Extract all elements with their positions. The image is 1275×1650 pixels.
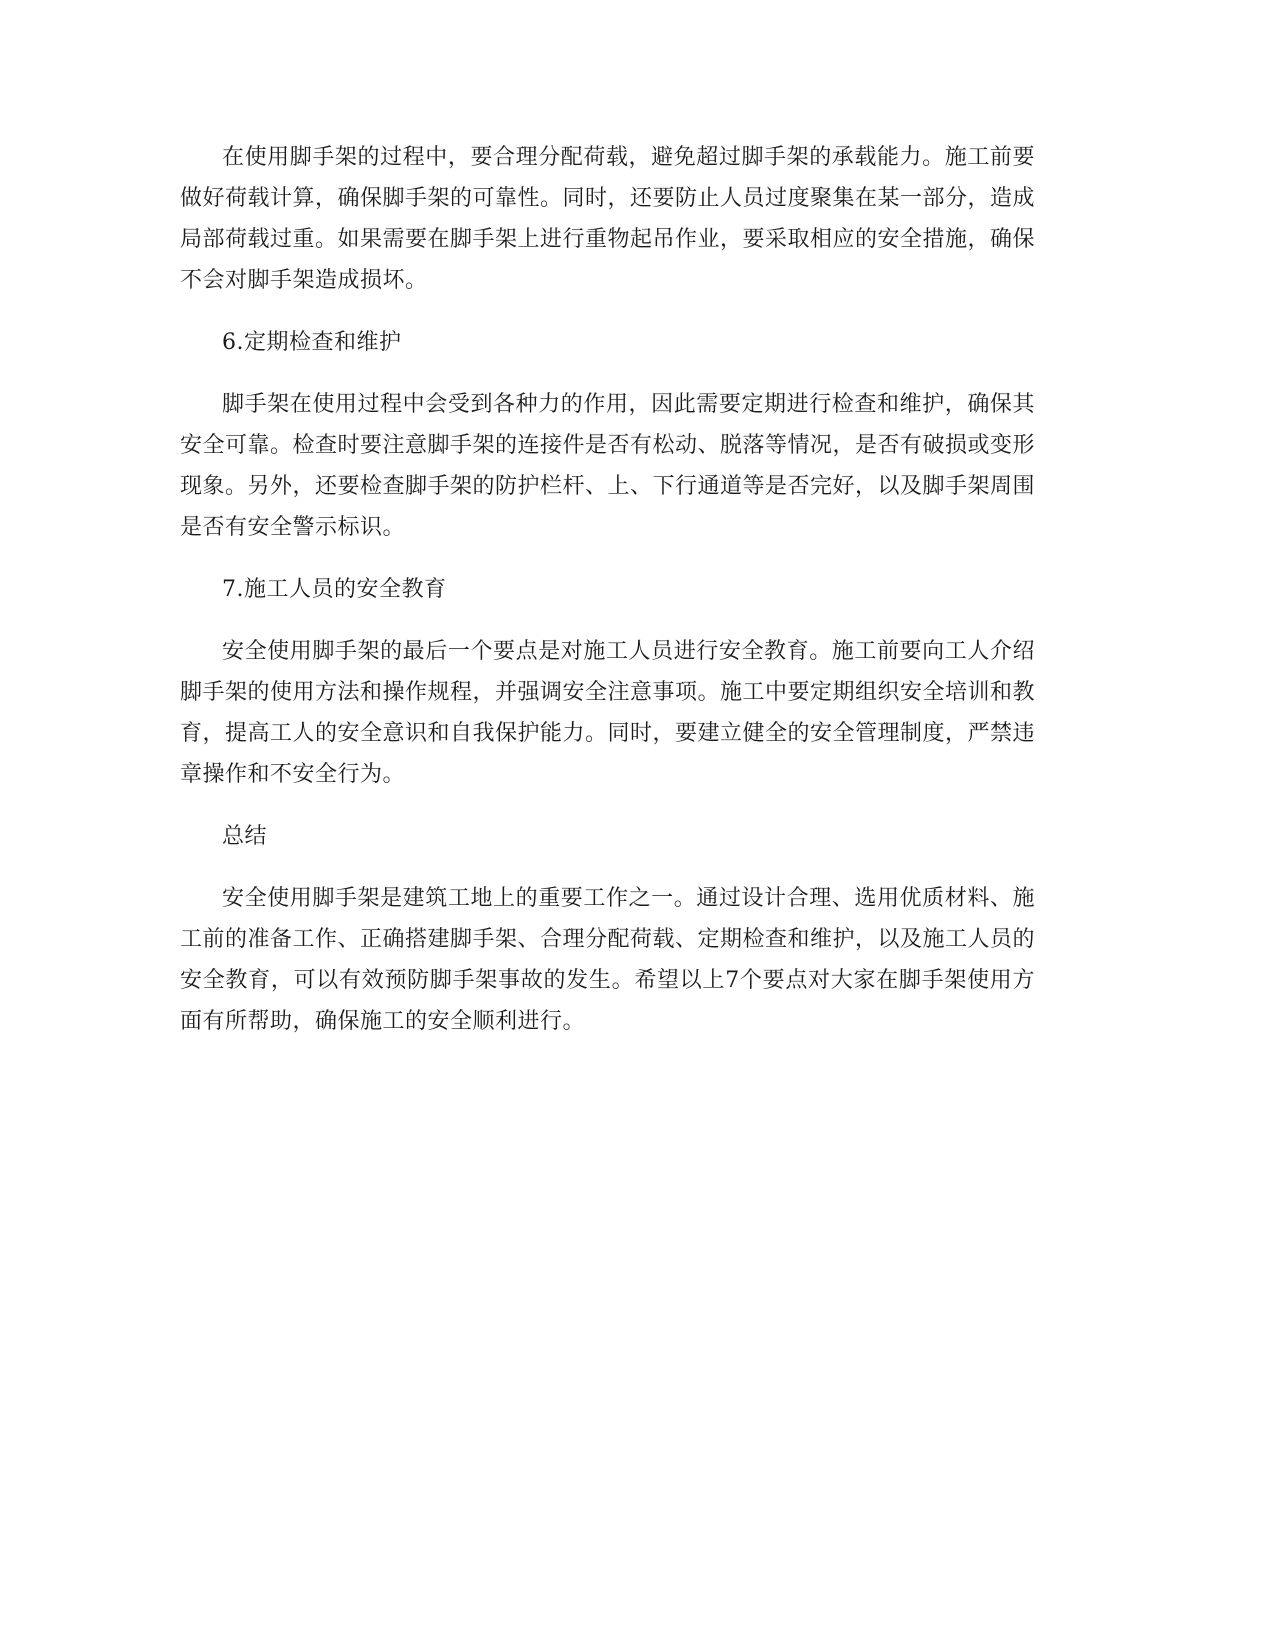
paragraph-inspection: 脚手架在使用过程中会受到各种力的作用，因此需要定期进行检查和维护，确保其安全可靠。检查时要注意脚手架的连接件是否有松动、脱落等情况，是否有破损或变形现象。另外，还要检查脚手架的防护栏杆、上、下行通道等是否完好，以及脚手架周围是否有安全警示标识。 bbox=[180, 392, 1036, 540]
document-body bbox=[180, 137, 1035, 1063]
section-heading-inspection: 6.定期检查和维护 bbox=[222, 330, 402, 355]
paragraph-education: 安全使用脚手架的最后一个要点是对施工人员进行安全教育。施工前要向工人介绍脚手架的使用方法和操作规程，并强调安全注意事项。施工中要定期组织安全培训和教育，提高工人的安全意识和自我保护能力。同时，要建立健全的安全管理制度，严禁违章操作和不安全行为。 bbox=[180, 639, 1036, 787]
paragraph-summary: 安全使用脚手架是建筑工地上的重要工作之一。通过设计合理、选用优质材料、施工前的准备工作、正确搭建脚手架、合理分配荷载、定期检查和维护，以及施工人员的安全教育，可以有效预防脚手架事故的发生。希望以上7个要点对大家在脚手架使用方面有所帮助，确保施工的安全顺利进行。 bbox=[180, 886, 1036, 1034]
section-heading-education: 7.施工人员的安全教育 bbox=[222, 577, 447, 602]
section-heading-summary: 总结 bbox=[222, 824, 268, 849]
paragraph-load-distribution: 在使用脚手架的过程中，要合理分配荷载，避免超过脚手架的承载能力。施工前要做好荷载计算，确保脚手架的可靠性。同时，还要防止人员过度聚集在某一部分，造成局部荷载过重。如果需要在脚手架上进行重物起吊作业，要采取相应的安全措施，确保不会对脚手架造成损坏。 bbox=[180, 145, 1036, 293]
